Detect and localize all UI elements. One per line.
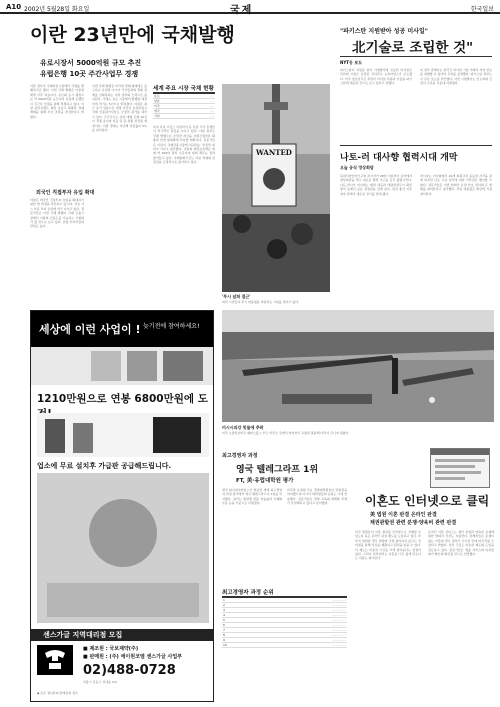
paper-name: 한국일보: [470, 6, 494, 13]
photo1-caption: 파리 시민들이 부시 대통령을 비판하는 시위를 벌이고 있다.: [222, 300, 300, 304]
ad-band-text: 센스가글 지역대리점 모집: [43, 631, 123, 639]
ad-right-text: 늦기전에 참여하세요!: [143, 323, 200, 330]
bottom-mid-headline: 영국 텔레그라프 1위: [236, 465, 319, 475]
page-header: [0, 0, 500, 14]
mid-right-source: 오늘 공식 정상회담: [340, 165, 374, 170]
ranking-table-title: 최고경영자 과정 순위: [222, 590, 274, 596]
ad-line2: 업소에 무료 설치후 가급판 공급해드립니다.: [37, 462, 172, 470]
lead-body-col-3: 특히 독일 프랑스 이탈리아 등 유럽 국가 은행들이 적극적인 관심을 보이고 있다. 이란 정부는 국채 발행으로 조달한 자금을 사회간접자본 확충과 산업 현대화에 투입할 계획이다. 전문가들은 이란이 국제금융시장에 복귀하는 상징적 의미가 크다고 평가했다. 이란의 외환보유액은 현재 약 200억 달러 수준이며 대외 채무는 점차 줄어들고 있다. 국제통화기금도 이란 경제의 안정성을 긍정적으로 평가하고 있다.: [153, 125, 215, 165]
mid-right-col-2: 러시아는 이사회에서 19개 회원국과 동등한 자격을 갖게 되지만 나토 고유 업무에 대한 거부권은 행사할 수 없다. 전문가들은 이번 합의가 유럽 안보 질서의 큰 변화를 의미한다고 평가했다. 푸틴 대통령은 회담에 직접 참석한다.: [420, 174, 492, 196]
lead-body-col-1: 이란 정부가 국제자본시장에서 국채를 발행하기로 했다. 이번 국채 발행은 이슬람혁명 이후 처음이다. 유로화 표시 채권으로 약 5000억원 규모이며 유럽계 은행들이 주간사 선정을 위해 경쟁하고 있다. 이란 중앙은행은 외환 보유고 확충과 경제 개혁을 위해 자금 조달을 추진한다고 밝혔다.: [30, 84, 84, 119]
ad-offer: 1210만원으로 연봉 6800만원에 도: [37, 393, 208, 405]
rule: [340, 145, 492, 146]
table-row: 기타 ····: [154, 114, 214, 118]
ad-address: 서울시 강동구 성내동 0-0: [83, 680, 117, 684]
page-number: A10: [6, 3, 22, 11]
table-row: 일본 ····: [154, 99, 214, 103]
table1-title: 세계 주요 시장 국채 현황: [153, 86, 214, 92]
photo2-caption: 미국 오클라호마주 웨버스폴스 부근 아칸소 강에서 바지선이 교량과 충돌해 다리가 무너져 내렸다.: [222, 431, 350, 435]
table-row: 영국 ····: [154, 109, 214, 113]
ranking-table: [222, 596, 347, 648]
table-row: 10 ···············: [223, 643, 346, 647]
protest-photo: [222, 84, 330, 292]
ad-product-lineup: [37, 413, 209, 457]
table-row: 1 ···············: [223, 598, 346, 602]
table-row: 3 ···············: [223, 608, 346, 612]
advertisement: [30, 310, 214, 702]
bottom-mid-kicker: 최고경영자 과정: [222, 453, 258, 459]
ad-headline: 세상에 이런 사업이 !: [39, 323, 141, 336]
table-row: 6 ···············: [223, 623, 346, 627]
photo2-caption-title: 미시시피강 빗물에 추락: [222, 425, 264, 430]
ad-visual: [37, 473, 209, 623]
table-row: 미국 ····: [154, 104, 214, 108]
lead-subhead-1: 유로시장서 5000억원 규모 추진: [40, 59, 142, 67]
issue-date: 2002년 5월28일 화요일: [24, 6, 90, 13]
lead-body-col-2: 이번 국채 발행은 미국의 경제 제재에도 불구하고 유럽과 아시아 국가들과의 경제 관계를 강화하려는 이란 정부의 노력으로 풀이된다. 국채는 유로 시장에서 발행될 예정이며 만기는 5년으로 알려졌다. 이란은 최근 유가 상승으로 재정 여건이 호전되었고 국제 신용평가사들도 긍정적 평가를 내리고 있다. 주간사로는 유럽 대형 은행 10곳이 경쟁 중이며 다음 달 중 최종 선정될 예정이다. 이란 경제는 지난해 성장률이 5%를 넘어섰다.: [92, 84, 147, 133]
ad-photo-area: [31, 347, 214, 385]
right-kicker: "파키스탄 지원받아 성공 미사일": [340, 28, 428, 35]
lead-body-col-1b: 이란은 외국인 직접투자 유입을 확대하기 위한 법 개정을 추진하고 있으며, 석유 가스 부문 투자 유치에 적극 나서고 있다. 전문가들은 이번 국채 발행이 국제 금융시장에서 이란의 신용도를 가늠하는 시험대가 될 것으로 보고 있다. 유럽 투자자들의 관심도 높다.: [30, 198, 84, 229]
table1: [153, 92, 215, 119]
table-row: 4 ···············: [223, 613, 346, 617]
ad-seller: ■ 판매원 : (주) 에이원코엠 센스가글 사업부: [83, 654, 183, 660]
right-body-col-1: 파키스탄이 지원을 받아 시험발사에 성공한 미사일은 북한의 기술로 조립된 것이라고 뉴욕타임스가 보도했다. 미국 정보당국은 북한이 미사일 부품과 기술을 파키스탄에 제공한 것으로 보고 있다고 전했다.: [340, 68, 412, 86]
lead-mid-title: 외국인 직접투자 유입 확대: [36, 190, 95, 196]
right-headline: 北기술로 조립한 것": [352, 40, 474, 56]
table-row: 유로 ····: [154, 94, 214, 98]
table-row: 9 ···············: [223, 638, 346, 642]
bottom-right-headline: 이혼도 인터넷으로 클릭: [365, 494, 490, 508]
mid-right-col-1: 북대서양조약기구와 러시아가 28일 이탈리아 로마에서 정상회담을 열고 새로운 협력 기구를 공식 출범시킨다. 나토-러시아 이사회는 테러 대응과 대량살상무기 확산 방지 등에서 공동 결정권을 갖게 된다. 냉전 종식 이후 양측 관계가 새로운 전기를 맞게 됐다.: [340, 174, 412, 196]
ad-footer: ◆ 토론 접니다의 판매문의 접수: [37, 691, 78, 695]
table-row: 2 ···············: [223, 603, 346, 607]
lead-headline: 이란 23년만에 국채발행: [30, 24, 235, 46]
bottom-right-subhead-2: 채권관할권 관련 분쟁·양육비 관련 판결: [370, 520, 457, 526]
bottom-mid-subhead: FT, 美·유럽대학원 평가: [236, 478, 294, 484]
right-body-col-2: 미 정부 관계자는 양국간 미사일 기술 거래가 지역 안보를 위협할 수 있다며 우려를 표명했다. 파키스탄 정부는 이 같은 보도를 부인했다. 이번 시험발사는 인도와의 긴장이 고조된 가운데 이뤄졌다.: [420, 68, 492, 86]
right-source: NYT등 보도: [340, 60, 362, 65]
wanted-banner: WANTED: [256, 148, 292, 157]
bottom-right-subhead: 美 법원 이혼 판결 온라인 판결: [370, 512, 437, 518]
section-title: 국제: [230, 5, 254, 16]
rule: [340, 56, 492, 57]
photo1-caption-title: '푸시 넘쳐 접근': [222, 294, 251, 299]
mid-right-headline: 나토-러 대사향 협력시대 개막: [340, 153, 458, 163]
table-row: 8 ···············: [223, 633, 346, 637]
bridge-photo: [222, 310, 494, 422]
lead-subhead-2: 유럽은행 10곳 주간사업무 경쟁: [40, 70, 139, 78]
web-window-graphic: [430, 448, 490, 488]
ad-maker: ■ 제조원 : 국보제약(주): [83, 646, 139, 652]
bottom-right-col-1: 미국 법원들이 이혼 절차를 인터넷으로 진행할 수 있도록 하는 온라인 판결 제도를 도입하고 있다. 부부가 합의한 경우 법원에 직접 출석하지 않고도 인터넷을 통해 서류를 제출하고 판결을 받을 수 있다. 이 제도는 비용과 시간을 크게 줄여준다는 장점이 있다. 그러나 일부에서는 이혼을 너무 쉽게 만든다는 비판도 제기된다.: [355, 530, 421, 561]
bottom-mid-col-1: 영국 파이낸셜타임스가 발표한 세계 최고경영자 과정 평가에서 영국 텔레그라프가 1위를 차지했다. 평가는 졸업생 연봉 상승률과 국제화 수준 등을 기준으로 이뤄졌다.: [222, 488, 282, 506]
table-row: 5 ···············: [223, 618, 346, 622]
phone-icon: [37, 645, 73, 675]
bottom-right-col-2: 온라인 이혼 서비스는 재산 분할과 양육비 문제에 대한 합의서 작성도 지원한다. 관계자들은 분쟁이 없는 이혼의 경우 절차가 수주일 안에 마무리될 수 있다고 밝혔다. 다른 주들도 비슷한 제도의 도입을 검토하고 있다. 전문가들은 법률 서비스의 디지털화가 빠르게 확산될 것으로 전망했다.: [428, 530, 494, 557]
table-row: 7 ···············: [223, 628, 346, 632]
ad-phone: 02)488-0728: [83, 663, 176, 678]
bottom-mid-col-2: 미국과 유럽의 주요 경영대학원들이 상위권을 차지했으며 아시아 대학원들의 순위도 크게 상승했다. 전문가들은 경영 교육의 세계화 추세가 뚜렷해지고 있다고 분석했다.: [287, 488, 347, 506]
